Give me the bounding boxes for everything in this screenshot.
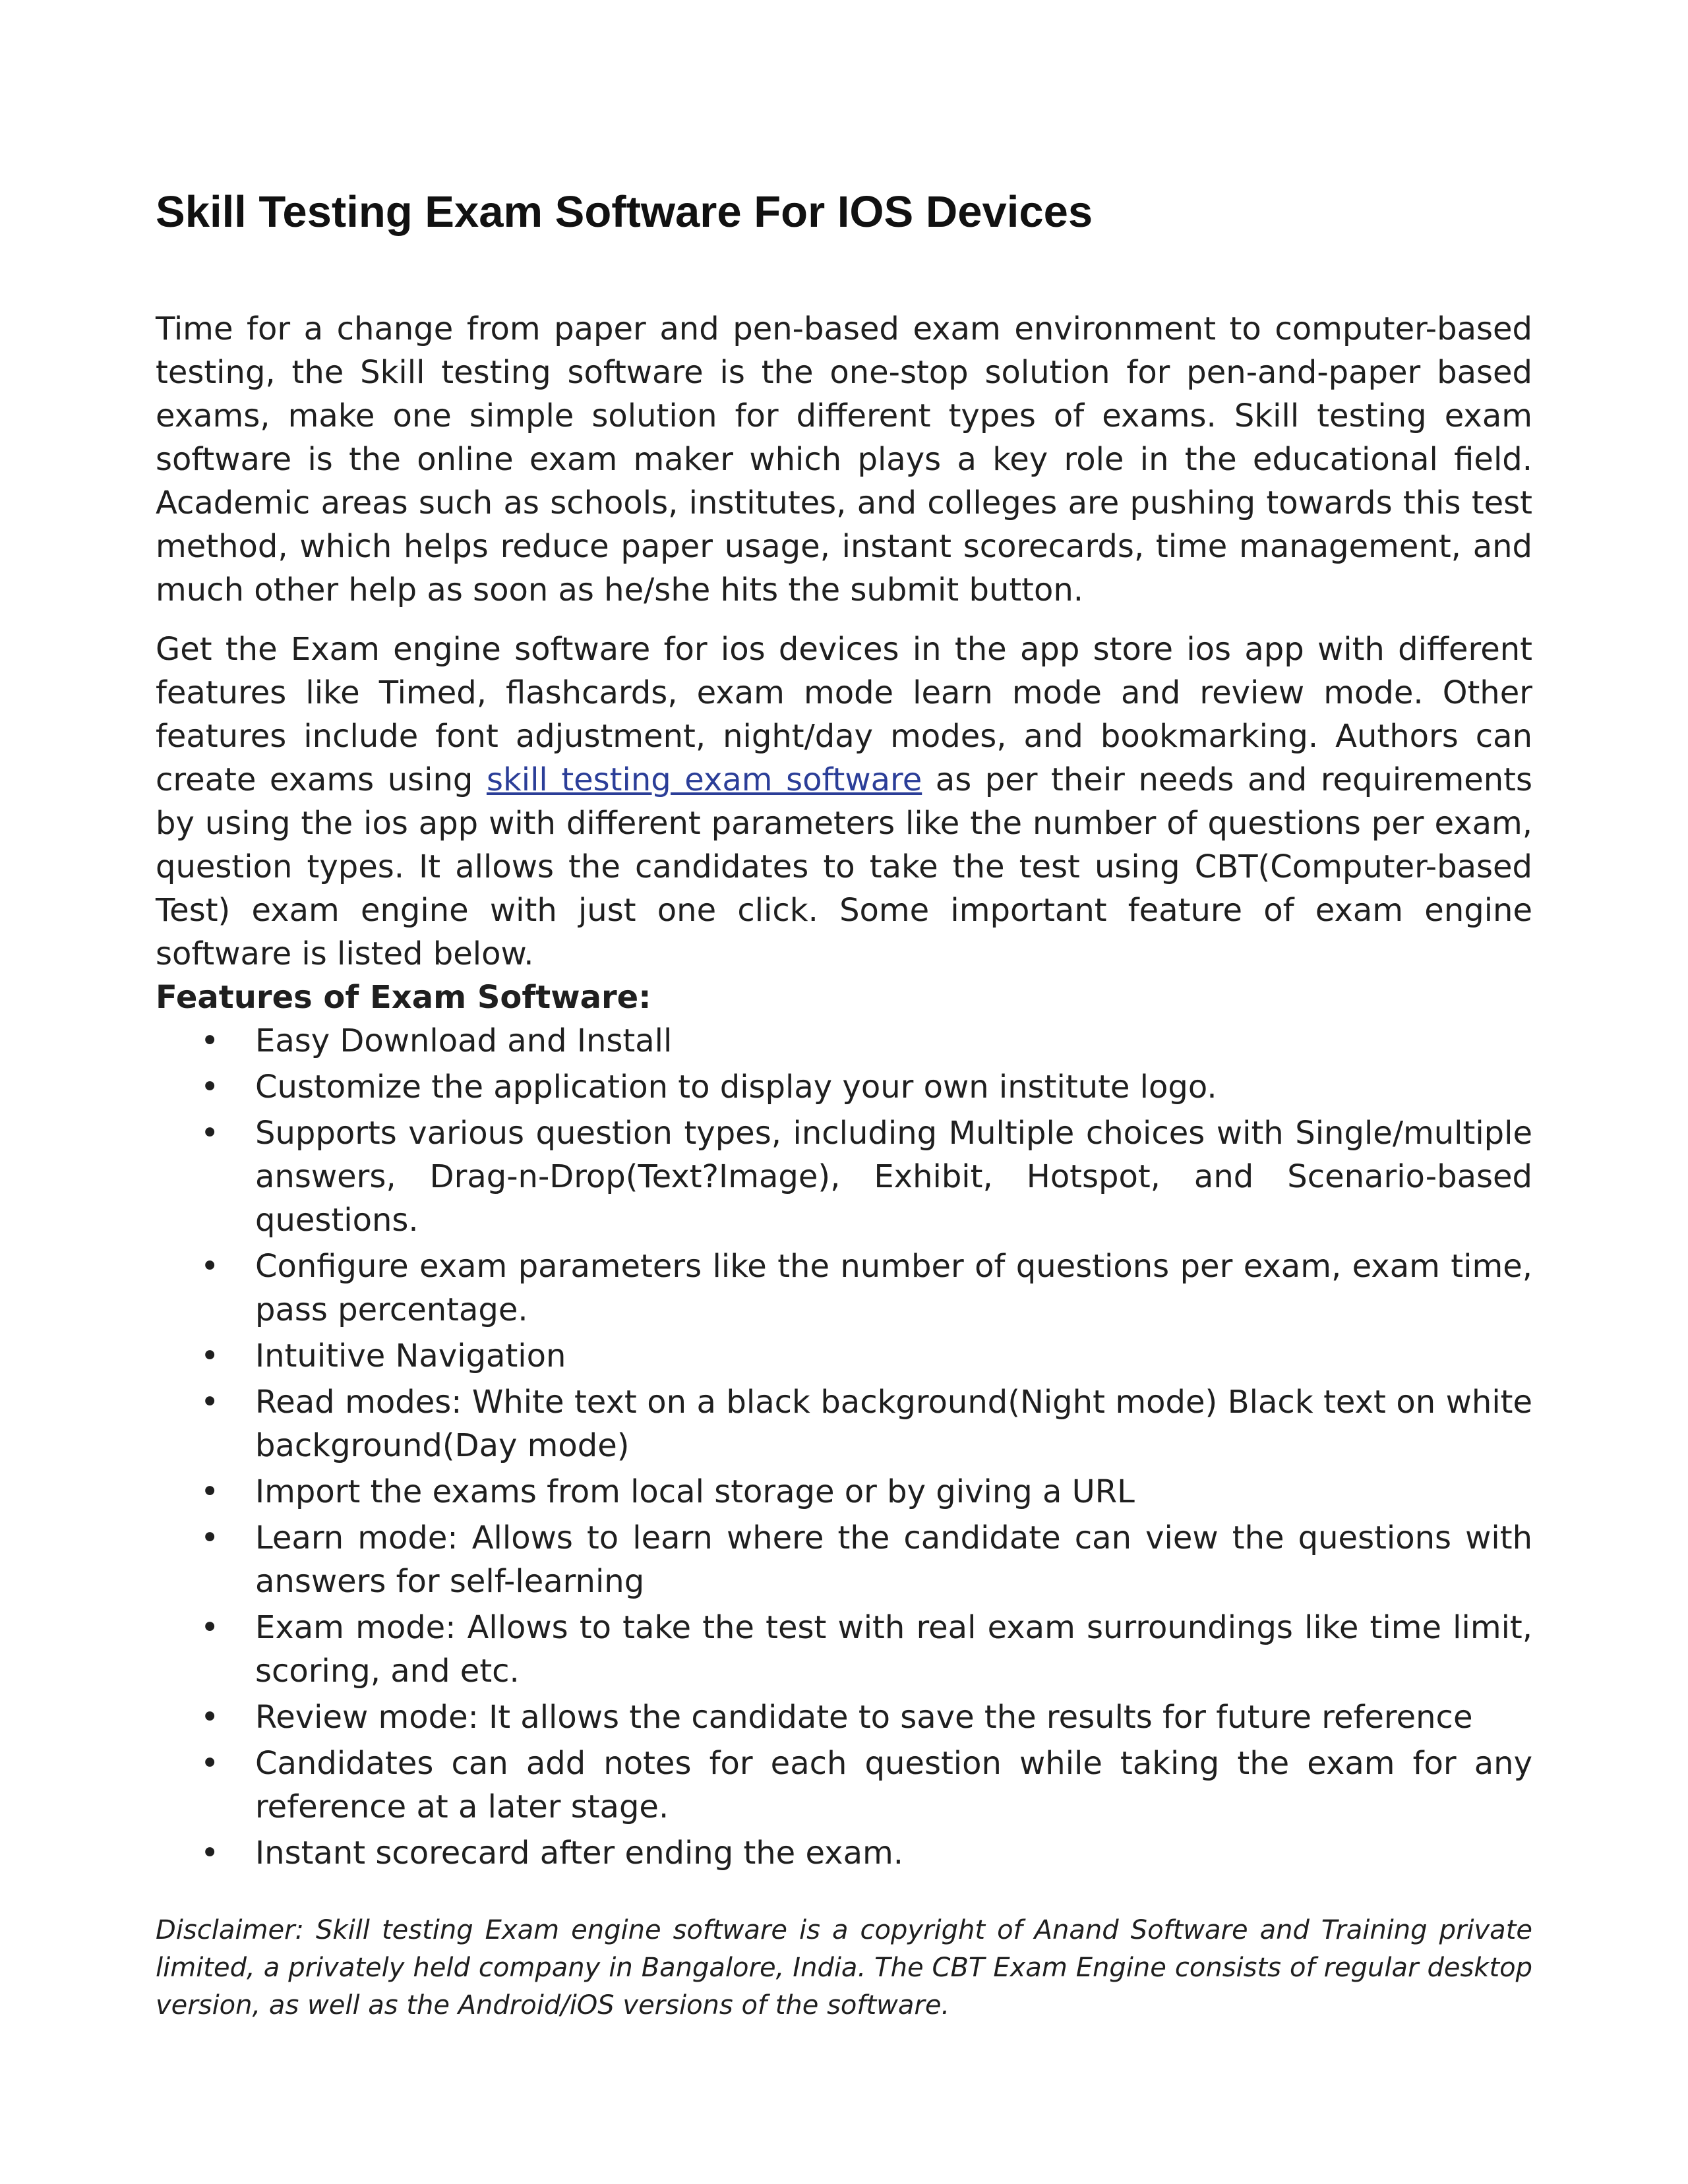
skill-testing-software-link[interactable]: skill testing exam software xyxy=(486,761,922,798)
bullet-icon: • xyxy=(200,1699,220,1736)
disclaimer-text: Disclaimer: Skill testing Exam engine software is a copyright of Anand Software and Training private limited, a privately held company in Bangalore, India. The CBT Exam Engine consists of regular desktop version, as well as the Android/iOS versions of the software. xyxy=(156,1915,1532,2021)
bullet-icon: • xyxy=(200,1745,220,1782)
bullet-icon: • xyxy=(200,1384,220,1421)
feature-text: Candidates can add notes for each question while taking the exam for any reference at a later stage. xyxy=(255,1745,1532,1825)
feature-item xyxy=(156,1742,1532,1829)
feature-text: Learn mode: Allows to learn where the candidate can view the questions with answers for self-learning xyxy=(255,1520,1532,1600)
feature-text: Import the exams from local storage or by giving a URL xyxy=(255,1473,1135,1510)
features-heading: Features of Exam Software: xyxy=(156,979,651,1016)
bullet-icon: • xyxy=(200,1520,220,1556)
bullet-icon: • xyxy=(200,1115,220,1152)
feature-text: Review mode: It allows the candidate to save the results for future reference xyxy=(255,1699,1473,1736)
feature-item xyxy=(156,1111,1532,1242)
feature-text: Supports various question types, including Multiple choices with Single/multiple answers, Drag-n-Drop(Text?Image), Exhibit, Hotspot, and Scenario-based questions. xyxy=(255,1115,1532,1239)
feature-item xyxy=(156,1019,1532,1063)
paragraph-text-after-link: as per their needs and requirements by using the ios app with different parameters like the number of questions per exam, question types. It allows the candidates to take the test using CBT(Computer-based Test) exam engine with just one click. Some important feature of exam engine software is listed below. xyxy=(156,761,1532,972)
feature-text: Intuitive Navigation xyxy=(255,1338,566,1374)
page-title: Skill Testing Exam Software For IOS Devices xyxy=(156,187,1093,237)
bullet-icon: • xyxy=(200,1022,220,1059)
feature-item xyxy=(156,1831,1532,1875)
intro-paragraph: Time for a change from paper and pen-based exam environment to computer-based testing, the Skill testing software is the one-stop solution for pen-and-paper based exams, make one simple solution for different types of exams. Skill testing exam software is the online exam maker which plays a key role in the educational field. Academic areas such as schools, institutes, and colleges are pushing towards this test method, which helps reduce paper usage, instant scorecards, time management, and much other help as soon as he/she hits the submit button. xyxy=(156,310,1532,608)
feature-text: Exam mode: Allows to take the test with real exam surroundings like time limit, scoring, and etc. xyxy=(255,1609,1532,1690)
bullet-icon: • xyxy=(200,1835,220,1872)
feature-text: Configure exam parameters like the number of questions per exam, exam time, pass percentage. xyxy=(255,1248,1532,1328)
feature-text: Easy Download and Install xyxy=(255,1022,673,1059)
feature-item xyxy=(156,1245,1532,1332)
bullet-icon: • xyxy=(200,1069,220,1106)
feature-text: Instant scorecard after ending the exam. xyxy=(255,1835,903,1872)
feature-text: Read modes: White text on a black background(Night mode) Black text on white background(Day mode) xyxy=(255,1384,1532,1464)
bullet-icon: • xyxy=(200,1473,220,1510)
feature-item xyxy=(156,1606,1532,1693)
bullet-icon: • xyxy=(200,1609,220,1646)
bullet-icon: • xyxy=(200,1248,220,1285)
feature-text: Customize the application to display your own institute logo. xyxy=(255,1069,1217,1106)
feature-item xyxy=(156,1334,1532,1378)
ios-app-paragraph xyxy=(156,628,1532,976)
feature-item xyxy=(156,1696,1532,1739)
document-page xyxy=(156,186,1532,2051)
feature-item xyxy=(156,1380,1532,1467)
features-list xyxy=(156,1019,1532,1875)
feature-item xyxy=(156,1516,1532,1603)
bullet-icon: • xyxy=(200,1338,220,1374)
paragraph-text-before-link: Get the Exam engine software for ios devices in the app store ios app with different features like Timed, flashcards, exam mode learn mode and review mode. Other features include font adjustment, night/day modes, and bookmarking. Authors can create exams using xyxy=(156,631,1532,798)
feature-item xyxy=(156,1470,1532,1514)
feature-item xyxy=(156,1065,1532,1109)
